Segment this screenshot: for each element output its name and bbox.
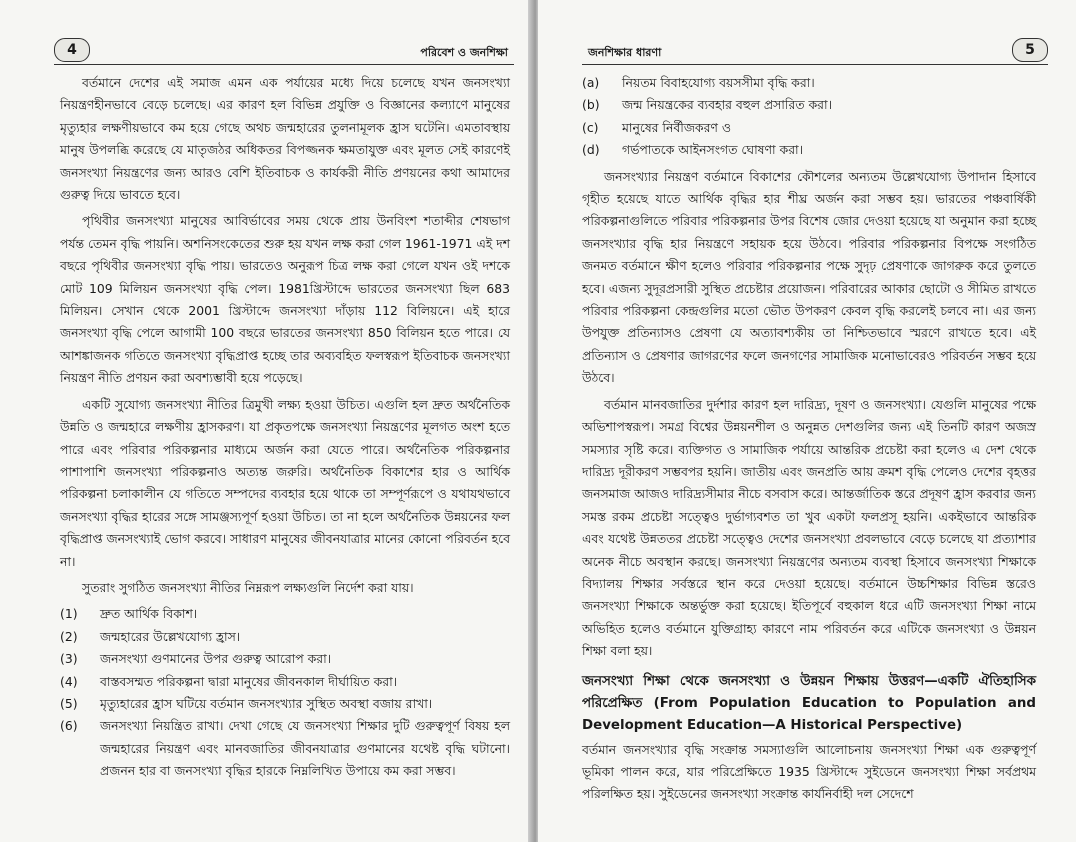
paragraph: সুতরাং সুগঠিত জনসংখ্যা নীতির নিম্নরূপ লক্ষ্যগুলি নির্দেশ করা যায়। <box>82 579 414 595</box>
running-header-title: জনশিক্ষার ধারণা <box>588 46 662 59</box>
list-item <box>582 139 1036 161</box>
fertility-reduction-list <box>582 72 1036 162</box>
list-marker: (6) <box>60 718 78 734</box>
list-text: জন্ম নিয়ন্ত্রকের ব্যবহার বহুল প্রসারিত করা। <box>622 97 832 113</box>
list-text: গর্ভপাতকে আইনসংগত ঘোষণা করা। <box>622 142 804 158</box>
list-item <box>60 693 510 715</box>
list-marker: (4) <box>60 673 78 689</box>
left-page-body <box>60 72 510 787</box>
list-item <box>582 72 1036 94</box>
list-marker: (5) <box>60 695 78 711</box>
left-page <box>0 0 534 842</box>
list-item <box>60 603 510 625</box>
list-text: নিয়তম বিবাহযোগ্য বয়সসীমা বৃদ্ধি করা। <box>622 75 815 90</box>
list-item <box>582 117 1036 139</box>
policy-goals-list <box>60 603 510 782</box>
list-text: বাস্তবসম্মত পরিকল্পনা দ্বারা মানুষের জীবনকাল দীর্ঘায়িত করা। <box>100 673 398 689</box>
list-item <box>582 94 1036 116</box>
list-text: মানুষের নির্বীজকরণ ও <box>622 119 731 135</box>
list-item <box>60 715 510 782</box>
list-marker: (b) <box>582 97 600 113</box>
running-header-title: পরিবেশ ও জনশিক্ষা <box>420 46 508 59</box>
right-page-body <box>582 72 1036 810</box>
list-text: দ্রুত আর্থিক বিকাশ। <box>100 606 198 622</box>
page-number-badge: 5 <box>1012 38 1048 62</box>
list-marker: (a) <box>582 75 600 90</box>
list-item <box>60 671 510 693</box>
right-page <box>538 0 1076 842</box>
right-page-header <box>582 42 1048 65</box>
paragraph: জনসংখ্যার নিয়ন্ত্রণ বর্তমানে বিকাশের কৌশলের অন্যতম উল্লেখযোগ্য উপাদান হিসাবে গৃহীত হয়েছে যাতে আর্থিক বৃদ্ধির হার শীঘ্র অর্জন করা সম্ভব হয়। ভারতের পঞ্চবার্ষিকী পরিকল্পনাগুলিতে পরিবার পরিকল্পনার উপর বিশেষ জোর দেওয়া হয়েছে যা অনুমান করা হচ্ছে জনসংখ্যার বৃদ্ধি হার নিয়ন্ত্রণে সহায়ক হয়ে উঠবে। পরিবার পরিকল্পনার বিপক্ষে সংগঠিত জনমত বর্তমানে ক্ষীণ হলেও পরিবার পরিকল্পনার পক্ষে সুদৃঢ় প্রেষণাকে জাগরুক করে তুলতে হবে। এজন্য সুদূরপ্রসারী সুস্থিত প্রচেষ্টার প্রয়োজন। পরিবারের আকার ছোটো ও সীমিত রাখতে পরিবার পরিকল্পনা কেন্দ্রগুলির মতো ভৌত উপকরণ কেবল বৃদ্ধি করলেই চলবে না। এর জন্য উপযুক্ত প্রতিন্যাসও প্রেষণা যে অত্যাবশ্যকীয় তা নিশ্চিতভাবে স্মরণে রাখতে হবে। এই প্রতিন্যাস ও প্রেষণার জাগরণের ফলে জনগণের সামাজিক মনোভাবেরও পরিবর্তন সম্ভব হয়ে উঠবে। <box>582 168 1036 386</box>
section-heading: জনসংখ্যা শিক্ষা থেকে জনসংখ্যা ও উন্নয়ন শিক্ষায় উত্তরণ—একটি ঐতিহাসিক পরিপ্রেক্ষিত (From Population Education to Population and Development Education—A Historical Perspective) <box>582 673 1036 733</box>
list-marker: (1) <box>60 606 78 622</box>
paragraph: বর্তমানে দেশের এই সমাজ এমন এক পর্যায়ের মধ্যে দিয়ে চলেছে যখন জনসংখ্যা নিয়ন্ত্রণহীনভাবে বেড়ে চলেছে। এর কারণ হল বিভিন্ন প্রযুক্তি ও বিজ্ঞানের কল্যাণে মানুষের মৃত্যুহার লক্ষণীয়ভাবে কম হয়ে গেছে অথচ জন্মহারের তুলনামূলক হ্রাস ঘটেনি। এমতাবস্থায় মানুষ উপলব্ধি করেছে যে মাতৃজঠর অধিকতর বিপজ্জনক ক্ষমতাযুক্ত এবং মূলত সেই কারণেই জনসংখ্যা নিয়ন্ত্রণের জন্য আরও বেশি ইতিবাচক ও কার্যকরী নীতি প্রণয়নের কথা আমাদের গুরুত্ব দিয়ে ভাবতে হবে। <box>60 75 510 203</box>
page-number-badge: 4 <box>54 38 90 62</box>
list-marker: (3) <box>60 651 78 667</box>
left-page-header <box>54 42 514 65</box>
paragraph: বর্তমান জনসংখ্যার বৃদ্ধি সংক্রান্ত সমস্যাগুলি আলোচনায় জনসংখ্যা শিক্ষা এক গুরুত্বপূর্ণ ভূমিকা পালন করে, যার পরিপ্রেক্ষিতে 1935 খ্রিস্টাব্দে সুইডেনে জনসংখ্যা শিক্ষা সর্বপ্রথম পরিলক্ষিত হয়। সুইডেনের জনসংখ্যা সংক্রান্ত কার্যনির্বাহী দল সেদেশে <box>582 741 1036 802</box>
list-text: মৃত্যুহারের হ্রাস ঘটিয়ে বর্তমান জনসংখ্যার সুস্থিত অবস্থা বজায় রাখা। <box>100 695 433 711</box>
list-text: জনসংখ্যা গুণমানের উপর গুরুত্ব আরোপ করা। <box>100 651 332 667</box>
paragraph: একটি সুযোগ্য জনসংখ্যা নীতির ত্রিমুখী লক্ষ্য হওয়া উচিত। এগুলি হল দ্রুত অর্থনৈতিক উন্নতি ও জন্মহারে লক্ষণীয় হ্রাসকরণ। যা প্রকৃতপক্ষে জনসংখ্যা নিয়ন্ত্রণের মূলগত অংশ হতে পারে এবং পরিবার পরিকল্পনার মাধ্যমে অর্জন করা যেতে পারে। অর্থনৈতিক পরিকল্পনার পাশাপাশি জনসংখ্যা পরিকল্পনাও অত্যন্ত জরুরি। অর্থনৈতিক বিকাশের হার ও আর্থিক পরিকল্পনা চলাকালীন যে গতিতে সম্পদের ব্যবহার হয়ে থাকে তা সম্পূর্ণরূপে ও যথাযথভাবে জনসংখ্যা বৃদ্ধির হারের সঙ্গে সামঞ্জস্যপূর্ণ হওয়া উচিত। তা না হলে অর্থনৈতিক উন্নয়নের ফল বৃদ্ধিপ্রাপ্ত জনসংখ্যাই ভোগ করবে। সাধারণ মানুষের জীবনযাত্রার মানের কোনো পরিবর্তন হবে না। <box>60 396 510 569</box>
list-text: জন্মহারের উল্লেখযোগ্য হ্রাস। <box>100 628 241 644</box>
list-marker: (2) <box>60 628 78 644</box>
list-text: জনসংখ্যা নিয়ন্ত্রিত রাখা। দেখা গেছে যে জনসংখ্যা শিক্ষার দুটি গুরুত্বপূর্ণ বিষয় হল জন্মহারের নিয়ন্ত্রণ এবং মানবজাতির জীবনযাত্রার গুণমানের যথেষ্ট বৃদ্ধি ঘটানো। প্রজনন হার বা জনসংখ্যা বৃদ্ধির হারকে নিম্নলিখিত উপায়ে কম করা সম্ভব। <box>100 718 510 779</box>
list-item <box>60 648 510 670</box>
list-item <box>60 626 510 648</box>
paragraph: বর্তমান মানবজাতির দুর্দশার কারণ হল দারিদ্র্য, দূষণ ও জনসংখ্যা। যেগুলি মানুষের পক্ষে অভিশাপস্বরূপ। সমগ্র বিশ্বের উন্নয়নশীল ও অনুন্নত দেশগুলির জন্য এই তিনটি কারণ অজস্র সমস্যার সৃষ্টি করে। ব্যক্তিগত ও সামাজিক পর্যায়ে আন্তরিক প্রচেষ্টা করা হলেও এ দেশ থেকে দারিদ্র্য দূরীকরণ সম্ভবপর হয়নি। জাতীয় এবং জনপ্রতি আয় ক্রমশ বৃদ্ধি পেলেও দেশের বৃহত্তর জনসমাজ আজও দারিদ্র্যসীমার নীচে বসবাস করে। আন্তর্জাতিক স্তরে প্রদূষণ হ্রাস করবার জন্য সমস্ত রকম প্রচেষ্টা সত্ত্বেও দুর্ভাগ্যবশত তা খুব একটা ফলপ্রসূ হয়নি। একইভাবে আন্তরিক এবং যথেষ্ট উন্নততর প্রচেষ্টা সত্ত্বেও দেশের জনসংখ্যা প্রবলভাবে বেড়ে চলেছে যা প্রত্যাশার অনেক নীচে অবস্থান করছে। জনসংখ্যা নিয়ন্ত্রণের অন্যতম ব্যবস্থা হিসাবে জনসংখ্যা শিক্ষাকে বিদ্যালয় শিক্ষার সর্বস্তরে স্থান করে দেওয়া হয়েছে। বর্তমানে উচ্চশিক্ষার বিভিন্ন স্তরেও জনসংখ্যা শিক্ষাকে অন্তর্ভুক্ত করা হয়েছে। ইতিপূর্বে বহুকাল ধরে এটি জনসংখ্যা শিক্ষা নামে অভিহিত হলেও বর্তমানে যুক্তিগ্রাহ্য কারণে নাম পরিবর্তন করে এটিকে জনসংখ্যা ও উন্নয়ন শিক্ষা বলা হয়। <box>582 396 1036 659</box>
list-marker: (c) <box>582 119 599 135</box>
paragraph: পৃথিবীর জনসংখ্যা মানুষের আবির্ভাবের সময় থেকে প্রায় উনবিংশ শতাব্দীর শেষভাগ পর্যন্ত তেমন বৃদ্ধি পায়নি। অশনিসংকেতের শুরু হয় যখন লক্ষ করা গেল 1961-1971 এই দশ বছরে পৃথিবীর জনসংখ্যা বৃদ্ধি পায়। ভারতেও অনুরূপ চিত্র লক্ষ করা গেলে যখন ওই দশকে মোট 109 মিলিয়ন জনসংখ্যা বৃদ্ধি পেল। 1981খ্রিস্টাব্দে ভারতের জনসংখ্যা ছিল 683 মিলিয়ন। সেখান থেকে 2001 খ্রিস্টাব্দে জনসংখ্যা দাঁড়ায় 112 বিলিয়নে। এই হারে জনসংখ্যা বৃদ্ধি পেলে আগামী 100 বছরে ভারতের জনসংখ্যা 850 বিলিয়ন হতে পারে। যে আশঙ্কাজনক গতিতে জনসংখ্যা বৃদ্ধিপ্রাপ্ত হচ্ছে তার অব্যবহিত ফলস্বরূপ ইতিবাচক জনসংখ্যা নিয়ন্ত্রণ নীতি প্রণয়ন করা অবশ্যম্ভাবী হয়ে পড়েছে। <box>60 213 510 386</box>
list-marker: (d) <box>582 142 600 158</box>
